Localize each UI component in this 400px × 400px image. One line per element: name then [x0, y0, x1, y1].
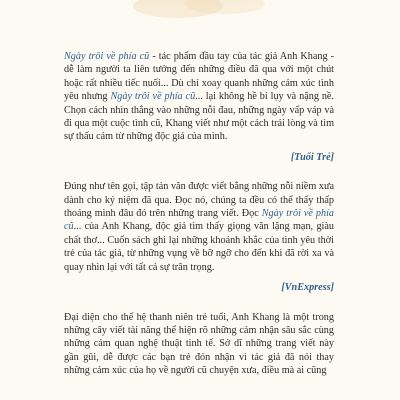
reviews-section: [64, 50, 334, 378]
review-text: - tác phẩm đầu tay của tác giả Anh Khang - dễ làm người ta liên tưởng đến những điều đã qua với một chút hoặc rất nhiều tiếc nuối... Dù chỉ xoay quanh những cảm xúc tình yêu nhưng: [64, 51, 334, 103]
book-title-reference: Ngày trôi về phía cũ: [64, 208, 334, 233]
review-text: ... lại không hề bi lụy và nặng nề. Chọn cách nhìn thẳng vào những nỗi đau, những ngày vấp váp và đi qua một cuộc tình cũ, Khang viết như một cách trải lòng và tìm sự thấu cảm từ những độc giả của mình.: [64, 91, 335, 143]
top-watercolor-decoration: [0, 0, 400, 50]
review-source: [Tuổi Trẻ]: [290, 151, 334, 163]
book-title-reference: Ngày trôi về phía cũ: [110, 91, 196, 103]
book-title-reference: Ngày trôi về phía cũ: [64, 51, 150, 62]
review-paragraph: [64, 311, 334, 378]
review-paragraph: [64, 180, 334, 274]
review-source: [VnExpress]: [281, 282, 334, 294]
review-text: Đúng như tên gọi, tập tản văn được viết bằng những nỗi niềm xưa dành cho ký niệm đã qua. Đọc nó, chúng ta đều có thể thấy thấp thoáng mình đâu đó trên những trang viết. Đọc: [64, 181, 334, 220]
review-text: ... của Anh Khang, độc giả tìm thấy giọng văn lặng mạn, giàu chất thơ... Cuốn sách ghi lại những khoảnh khắc của tình yêu thời trẻ của tác giả, từ những vụng về bỡ ngỡ cho đến khi đã rời xa và quay nhìn lại với tất cả sự trân trọng.: [64, 221, 334, 273]
review-text: Đại diện cho thế hệ thanh niên trẻ tuổi, Anh Khang là một trong những cây viết tài năng thể hiện rõ những cảm nhận sâu sắc cùng những cảm quan nghệ thuật tinh tế. Sở dĩ những trang viết này gần gũi, dễ được các bạn trẻ đón nhận vì tác giả đã nói thay những cảm xúc của họ về người cũ chuyện xưa, điều mà ai cũng: [64, 311, 334, 377]
review-paragraph: [64, 50, 334, 144]
